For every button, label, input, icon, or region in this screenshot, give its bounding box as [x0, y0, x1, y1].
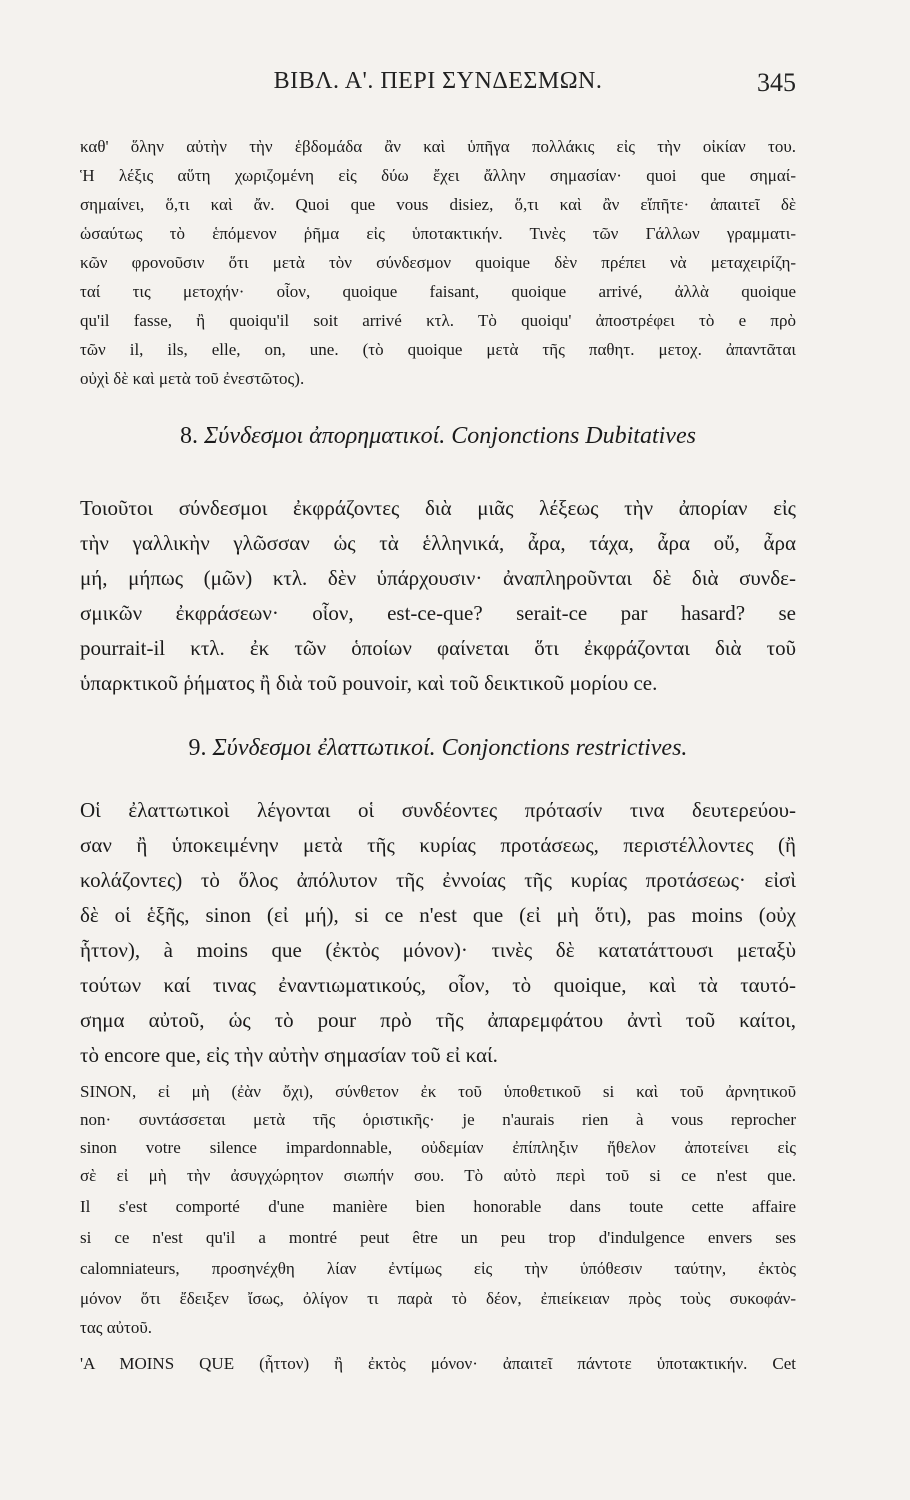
text-line: τὸ encore que, εἰς τὴν αὐτὴν σημασίαν τοῦ εἰ καί. — [80, 1043, 498, 1067]
section-title-greek: Σύνδεσμοι ἐλαττωτικοί. — [212, 735, 436, 761]
text-line: δὲ οἱ ἑξῆς, sinon (εἰ μή), si ce n'est que (εἰ μὴ ὅτι), pas moins (οὐχ — [80, 903, 796, 927]
text-line: κολάζοντες) τὸ ὅλος ἀπόλυτον τῆς ἐννοίας τῆς κυρίας προτάσεως· εἰσὶ — [80, 868, 796, 892]
text-line: si ce n'est qu'il a montré peut être un peu trop d'indulgence envers ses — [80, 1228, 796, 1247]
text-line: κῶν φρονοῦσιν ὅτι μετὰ τὸν σύνδεσμον quoique δὲν πρέπει νὰ μεταχειρίζη- — [80, 253, 796, 272]
text-line: Οἱ ἐλαττωτικοὶ λέγονται οἱ συνδέοντες πρότασίν τινα δευτερεύου- — [80, 798, 796, 822]
text-line: calomniateurs, προσηνέχθη λίαν ἐντίμως εἰς τὴν ὑπόθεσιν ταύτην, ἐκτὸς — [80, 1259, 796, 1278]
section-number: 9. — [188, 735, 207, 761]
text-line: qu'il fasse, ἢ quoiqu'il soit arrivé κτλ. Τὸ quoiqu' ἀποστρέφει τὸ e πρὸ — [80, 311, 796, 330]
text-line: 'A MOINS QUE (ἧττον) ἢ ἐκτὸς μόνον· ἀπαιτεῖ πάντοτε ὑποτακτικήν. Cet — [80, 1354, 796, 1373]
text-line: ὡσαύτως τὸ ἑπόμενον ῥῆμα εἰς ὑποτακτικήν. Τινὲς τῶν Γάλλων γραμματι- — [80, 224, 796, 243]
text-line: sinon votre silence impardonnable, οὐδεμίαν ἐπίπληξιν ἤθελον ἀποτείνει εἰς — [80, 1138, 796, 1157]
text-line: σμικῶν ἐκφράσεων· οἷον, est-ce-que? serait-ce par hasard? se — [80, 601, 796, 625]
text-line: μόνον ὅτι ἔδειξεν ἴσως, ὀλίγον τι παρὰ τὸ δέον, ἐπιείκειαν πρὸς τοὺς συκοφάν- — [80, 1289, 796, 1308]
section-title-french: Conjonctions restrictives. — [441, 735, 688, 761]
text-line: τῶν il, ils, elle, on, une. (τὸ quoique μετὰ τῆς παθητ. μετοχ. ἀπαντᾶται — [80, 340, 796, 359]
text-line: SINON, εἰ μὴ (ἐὰν ὄχι), σύνθετον ἐκ τοῦ ὑποθετικοῦ si καὶ τοῦ ἀρνητικοῦ — [80, 1082, 796, 1101]
text-line: Τοιοῦτοι σύνδεσμοι ἐκφράζοντες διὰ μιᾶς λέξεως τὴν ἀπορίαν εἰς — [80, 496, 796, 520]
text-line: τούτων καί τινας ἐναντιωματικούς, οἷον, τὸ quoique, καὶ τὰ ταυτό- — [80, 973, 796, 997]
text-line: οὐχὶ δὲ καὶ μετὰ τοῦ ἐνεστῶτος). — [80, 369, 305, 388]
text-line: τας αὐτοῦ. — [80, 1318, 153, 1337]
text-line: τὴν γαλλικὴν γλῶσσαν ὡς τὰ ἑλληνικά, ἆρα, τάχα, ἆρα οὔ, ἆρα — [80, 531, 796, 555]
text-line: pourrait-il κτλ. ἐκ τῶν ὁποίων φαίνεται ὅτι ἐκφράζονται διὰ τοῦ — [80, 636, 796, 660]
section-title-greek: Σύνδεσμοι ἀπορηματικοί. — [204, 423, 446, 449]
running-title: ΒΙΒΛ. Α'. ΠΕΡΙ ΣΥΝΔΕΣΜΩΝ. — [273, 68, 603, 94]
text-line: σημα αὐτοῦ, ὡς τὸ pour πρὸ τῆς ἀπαρεμφάτου ἀντὶ τοῦ καίτοι, — [80, 1008, 796, 1032]
text-line: ταί τις μετοχήν· οἷον, quoique faisant, quoique arrivé, ἀλλὰ quoique — [80, 282, 796, 301]
text-line: Ἡ λέξις αὕτη χωριζομένη εἰς δύω ἔχει ἄλλην σημασίαν· quoi que σημαί- — [80, 166, 796, 185]
section-number: 8. — [180, 423, 199, 449]
page-header — [80, 68, 796, 108]
text-line: καθ' ὅλην αὐτὴν τὴν ἑβδομάδα ἂν καὶ ὑπῆγα πολλάκις εἰς τὴν οἰκίαν του. — [80, 137, 796, 156]
section-title-french: Conjonctions Dubitatives — [451, 423, 696, 449]
text-line: σὲ εἰ μὴ τὴν ἀσυγχώρητον σιωπήν σου. Τὸ αὐτὸ περὶ τοῦ si ce n'est que. — [80, 1166, 796, 1185]
text-line: σαν ἢ ὑποκειμένην μετὰ τῆς κυρίας προτάσεως, περιστέλλοντες (ἢ — [80, 833, 796, 857]
text-line: Il s'est comporté d'une manière bien honorable dans toute cette affaire — [80, 1197, 796, 1216]
text-line: ἧττον), à moins que (ἐκτὸς μόνον)· τινὲς δὲ κατατάττουσι μεταξὺ — [80, 938, 796, 962]
text-line: non· συντάσσεται μετὰ τῆς ὁριστικῆς· je n'aurais rien à vous reprocher — [80, 1110, 796, 1129]
section-heading-8 — [80, 420, 796, 452]
text-line: ὑπαρκτικοῦ ῥήματος ἢ διὰ τοῦ pouvoir, καὶ τοῦ δεικτικοῦ μορίου ce. — [80, 671, 658, 695]
section-heading-9 — [80, 732, 796, 764]
text-line: σημαίνει, ὅ,τι καὶ ἄν. Quoi que vous disiez, ὅ,τι καὶ ἂν εἴπῆτε· ἀπαιτεῖ δὲ — [80, 195, 796, 214]
text-line: μή, μήπως (μῶν) κτλ. δὲν ὑπάρχουσιν· ἀναπληροῦνται δὲ διὰ συνδε- — [80, 566, 796, 590]
page-number: 345 — [757, 68, 796, 97]
